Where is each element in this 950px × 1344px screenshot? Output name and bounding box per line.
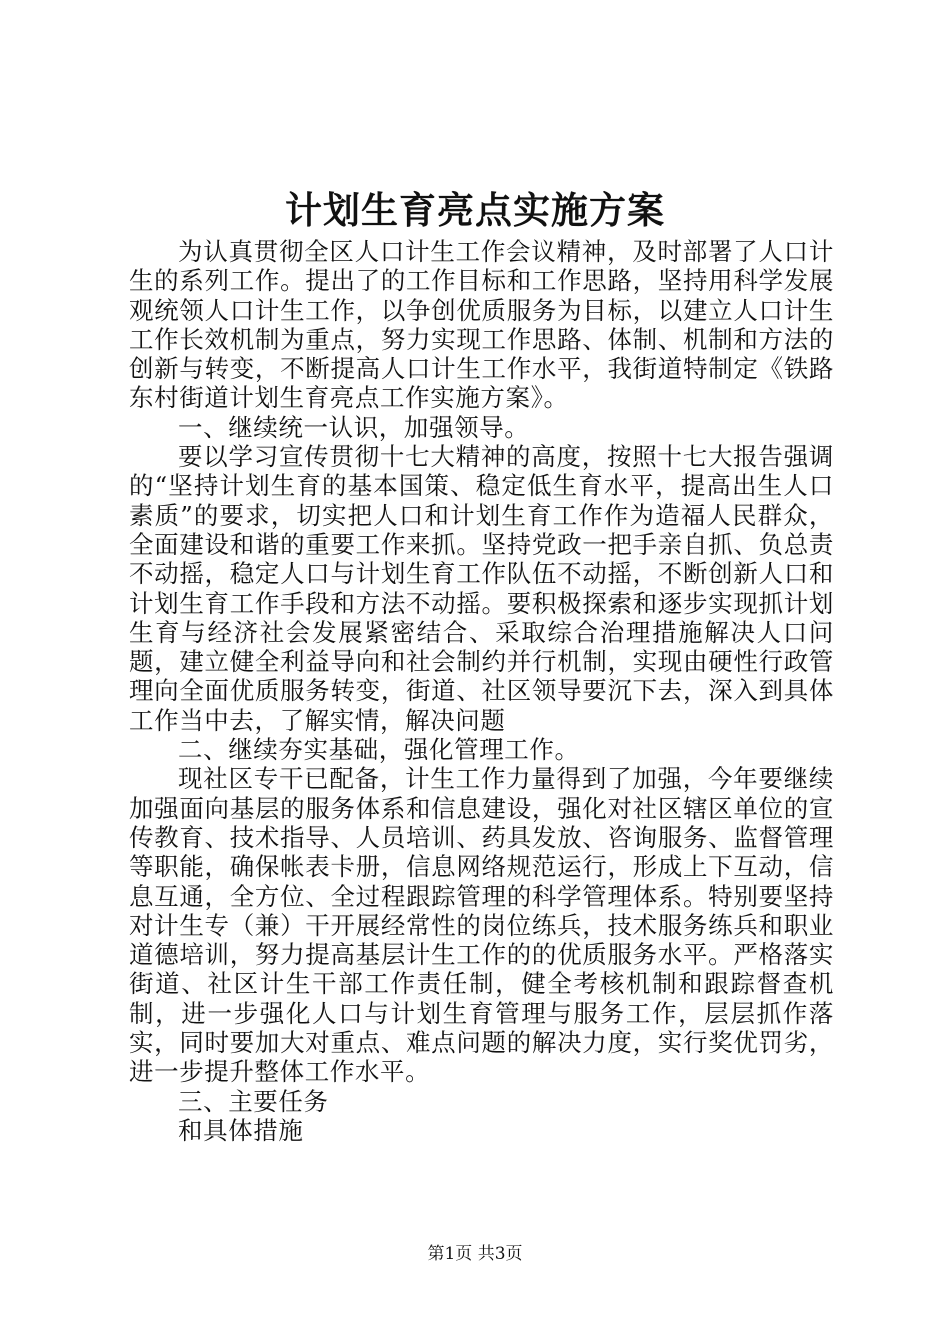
document-body	[129, 237, 834, 1145]
intro-paragraph: 为认真贯彻全区人口计生工作会议精神，及时部署了人口计生的系列工作。提出了的工作目标和工作思路，坚持用科学发展观统领人口计生工作，以争创优质服务为目标，以建立人口计生工作长效机制为重点，努力实现工作思路、体制、机制和方法的创新与转变，不断提高人口计生工作水平，我街道特制定《铁路东村街道计划生育亮点工作实施方案》。	[129, 237, 834, 413]
section-1-paragraph: 要以学习宣传贯彻十七大精神的高度，按照十七大报告强调的“坚持计划生育的基本国策、稳定低生育水平，提高出生人口素质”的要求，切实把人口和计划生育工作作为造福人民群众，全面建设和谐的重要工作来抓。坚持党政一把手亲自抓、负总责不动摇，稳定人口与计划生育工作队伍不动摇，不断创新人口和计划生育工作手段和方法不动摇。要积极探索和逐步实现抓计划生育与经济社会发展紧密结合、采取综合治理措施解决人口问题，建立健全利益导向和社会制约并行机制，实现由硬性行政管理向全面优质服务转变，街道、社区领导要沉下去，深入到具体工作当中去，了解实情，解决问题	[129, 442, 834, 735]
section-heading-1: 一、继续统一认识，加强领导。	[178, 412, 530, 442]
section-heading-3: 三、主要任务	[178, 1086, 329, 1116]
page-indicator: 第1页 共3页	[427, 1244, 523, 1264]
section-3-heading-continued: 和具体措施	[178, 1115, 304, 1145]
section-heading-2: 二、继续夯实基础，强化管理工作。	[178, 735, 580, 765]
document-title: 计划生育亮点实施方案	[285, 188, 665, 232]
section-2-paragraph: 现社区专干已配备，计生工作力量得到了加强，今年要继续加强面向基层的服务体系和信息建设，强化对社区辖区单位的宣传教育、技术指导、人员培训、药具发放、咨询服务、监督管理等职能，确保帐表卡册，信息网络规范运行，形成上下互动，信息互通，全方位、全过程跟踪管理的科学管理体系。特别要坚持对计生专（兼）干开展经常性的岗位练兵，技术服务练兵和职业道德培训，努力提高基层计生工作的的优质服务水平。严格落实街道、社区计生干部工作责任制，健全考核机制和跟踪督查机制，进一步强化人口与计划生育管理与服务工作，层层抓作落实，同时要加大对重点、难点问题的解决力度，实行奖优罚劣，进一步提升整体工作水平。	[129, 764, 834, 1087]
